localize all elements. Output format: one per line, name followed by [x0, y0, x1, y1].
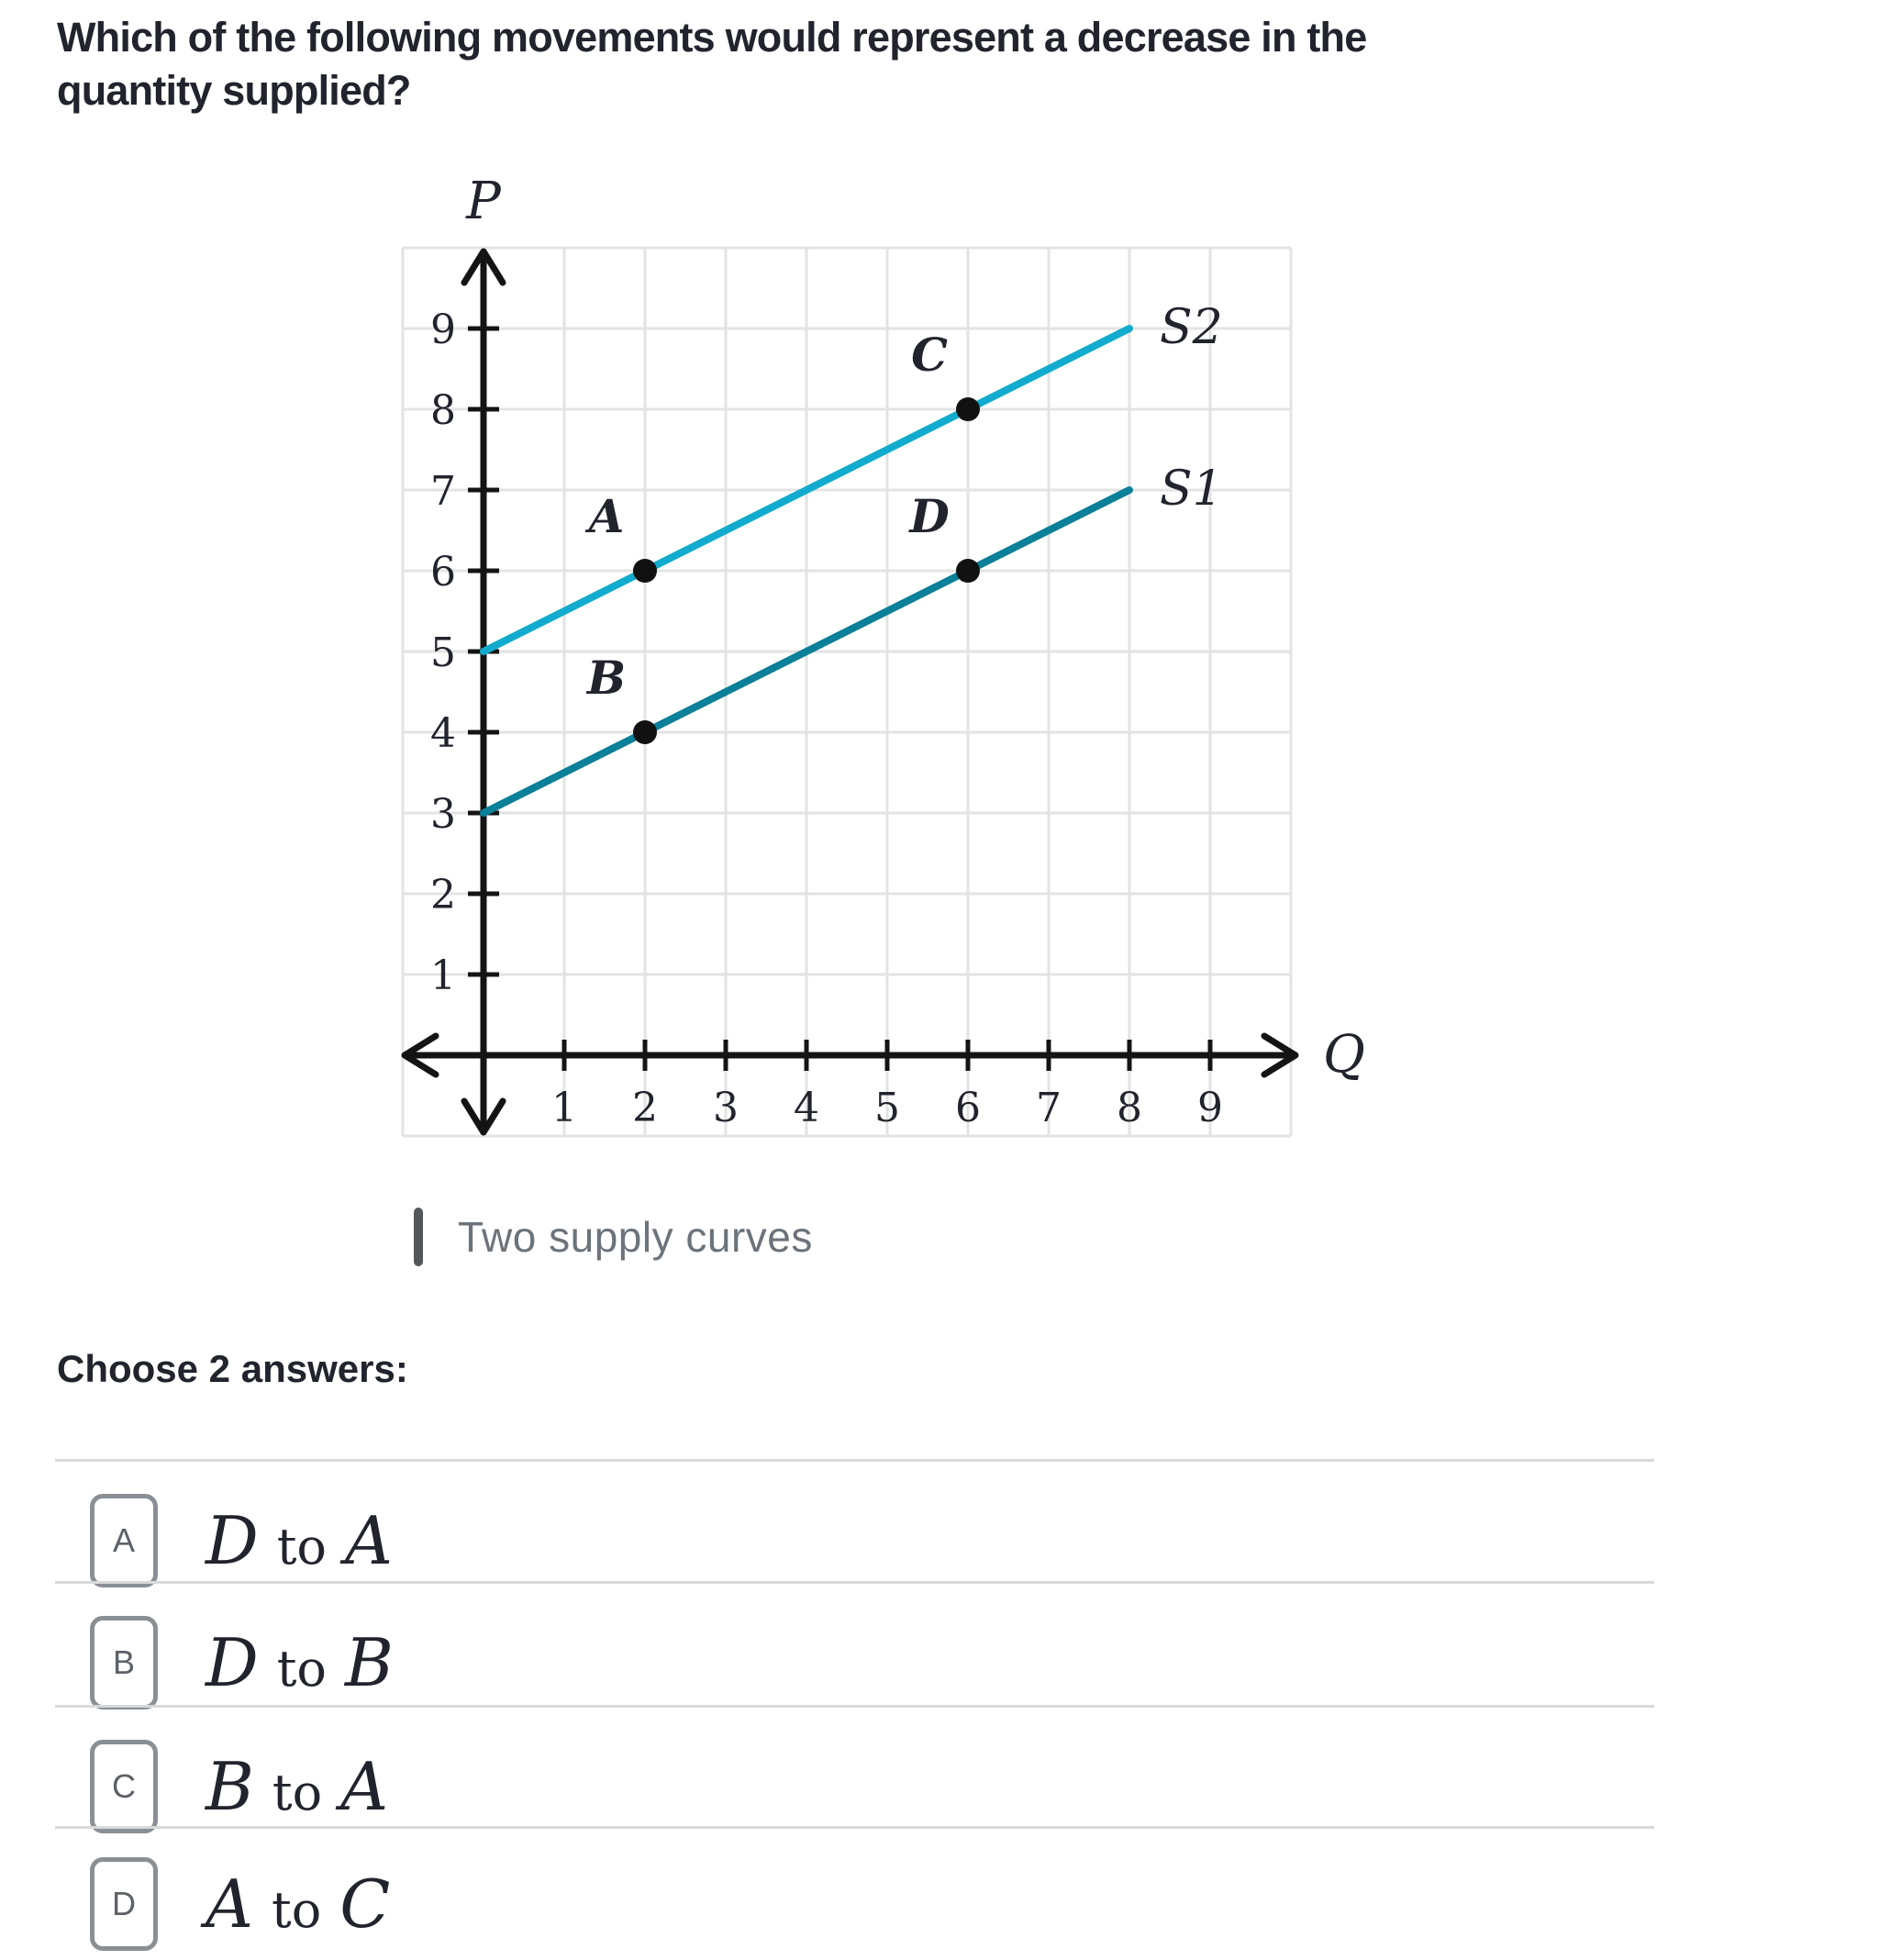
point-b — [633, 720, 657, 744]
x-tick-label: 3 — [713, 1085, 739, 1131]
point-label-c: C — [911, 328, 948, 382]
x-axis-label: Q — [1323, 1025, 1365, 1085]
curve-label-s2: S2 — [1160, 300, 1223, 355]
point-d — [956, 559, 980, 583]
option-d-key: D — [112, 1885, 136, 1922]
y-tick-label: 7 — [430, 468, 456, 515]
point-label-d: D — [909, 489, 950, 543]
x-tick-label: 6 — [955, 1085, 981, 1131]
y-tick-label: 6 — [430, 549, 456, 596]
y-tick-label: 8 — [430, 387, 456, 434]
figure-caption-text: Two supply curves — [458, 1213, 813, 1261]
divider — [55, 1459, 1654, 1462]
x-tick-label: 2 — [632, 1085, 658, 1131]
x-tick-label: 4 — [794, 1085, 819, 1131]
divider — [55, 1581, 1654, 1584]
option-d-label: A to C — [206, 1865, 391, 1943]
x-tick-label: 9 — [1197, 1085, 1223, 1131]
x-tick-label: 5 — [874, 1085, 900, 1131]
y-tick-label: 2 — [430, 872, 456, 919]
option-c-checkbox[interactable] — [90, 1740, 158, 1833]
figure-caption — [414, 1208, 813, 1266]
question-title-line1: Which of the following movements would represent a decrease in the — [57, 14, 1367, 61]
option-c-label: B to A — [206, 1748, 389, 1825]
option-b-checkbox[interactable] — [90, 1616, 158, 1709]
option-a-checkbox[interactable] — [90, 1494, 158, 1587]
option-d-checkbox[interactable] — [90, 1857, 158, 1951]
option-c-key: C — [112, 1767, 136, 1805]
answer-option-d[interactable] — [90, 1848, 390, 1960]
y-tick-label: 3 — [430, 791, 456, 838]
x-tick-label: 7 — [1036, 1085, 1062, 1131]
divider — [55, 1705, 1654, 1708]
x-tick-label: 1 — [551, 1085, 577, 1131]
option-b-key: B — [112, 1643, 135, 1681]
option-a-label: D to A — [206, 1502, 393, 1579]
y-tick-label: 4 — [430, 710, 456, 757]
option-b-label: D to B — [206, 1624, 394, 1701]
point-c — [956, 397, 980, 421]
y-tick-label: 5 — [430, 629, 456, 676]
y-tick-label: 1 — [430, 952, 456, 999]
caption-bar-icon — [414, 1208, 423, 1266]
option-a-key: A — [112, 1521, 135, 1559]
answer-option-a[interactable] — [90, 1485, 393, 1597]
question-title-line2: quantity supplied? — [57, 67, 411, 114]
x-tick-label: 8 — [1117, 1085, 1142, 1131]
y-axis-label: P — [466, 172, 501, 231]
supply-curves-chart — [349, 138, 1376, 1184]
y-tick-label: 9 — [430, 306, 456, 353]
question-title — [57, 11, 1433, 117]
divider — [55, 1826, 1654, 1829]
curve-label-s1: S1 — [1160, 462, 1223, 517]
choose-answers-label: Choose 2 answers: — [57, 1347, 408, 1390]
point-label-b: B — [586, 651, 627, 705]
point-label-a: A — [588, 489, 625, 543]
point-a — [633, 559, 657, 583]
answer-option-b[interactable] — [90, 1607, 394, 1719]
